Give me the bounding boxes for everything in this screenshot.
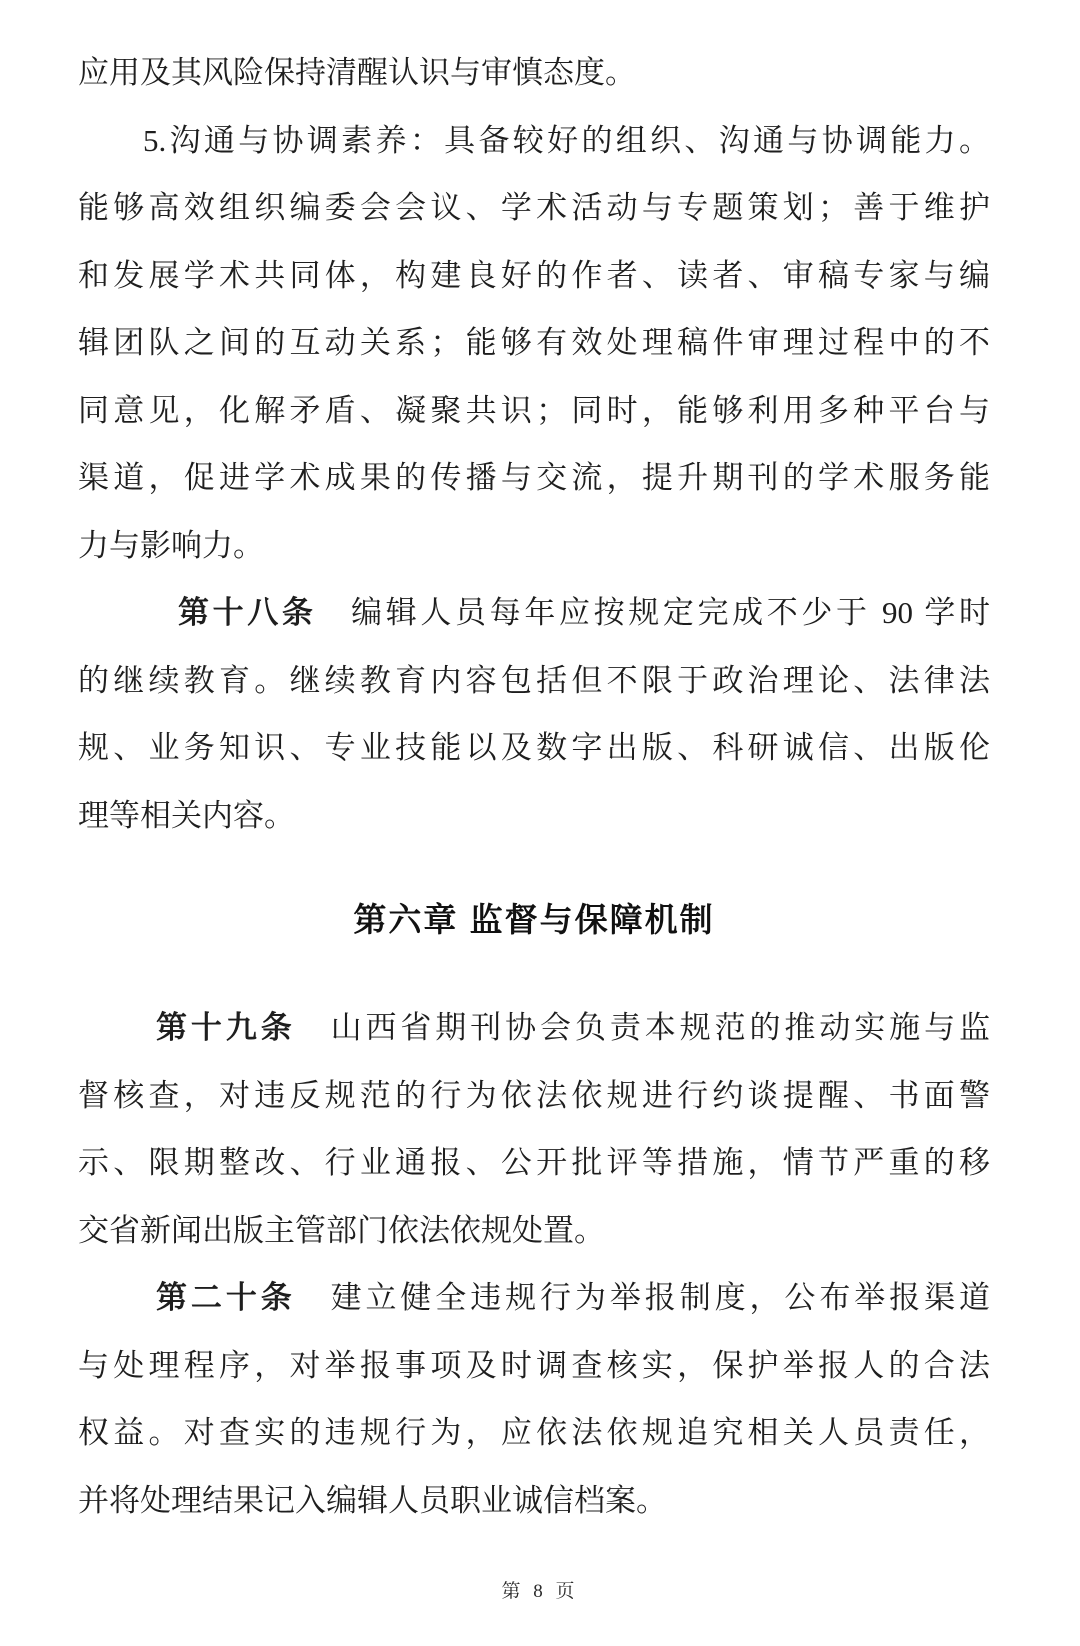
text-line [78, 647, 990, 715]
text-line [78, 782, 990, 850]
text-line [78, 1264, 990, 1332]
line-text: 的继续教育。继续教育内容包括但不限于政治理论、法律法 [78, 662, 990, 698]
text-line [78, 444, 990, 512]
page-content [78, 39, 990, 1534]
text-line [78, 1332, 990, 1400]
article-number: 第十九条 [156, 1010, 296, 1045]
line-text: 权益。对查实的违规行为，应依法依规追究相关人员责任， [78, 1415, 990, 1450]
text-line [78, 174, 990, 242]
text-line [78, 1197, 990, 1265]
line-text: 与处理程序，对举报事项及时调查核实，保护举报人的合法 [78, 1347, 990, 1383]
text-line [78, 1399, 990, 1467]
chapter-heading: 第六章 监督与保障机制 [353, 901, 715, 938]
line-text: 编辑人员每年应按规定完成不少于 90 学时 [316, 595, 991, 630]
line-text: 督核查，对违反规范的行为依法依规进行约谈提醒、书面警 [78, 1077, 990, 1113]
line-text: 渠道，促进学术成果的传播与交流，提升期刊的学术服务能 [78, 460, 990, 495]
text-line [78, 377, 990, 445]
line-text: 建立健全违规行为举报制度，公布举报渠道 [295, 1280, 991, 1315]
text-line [78, 107, 990, 175]
line-text: 山西省期刊协会负责本规范的推动实施与监 [295, 1010, 991, 1045]
line-text: 能够高效组织编委会会议、学术活动与专题策划；善于维护 [78, 190, 990, 225]
line-text: 应用及其风险保持清醒认识与审慎态度。 [78, 55, 636, 90]
line-text: 并将处理结果记入编辑人员职业诚信档案。 [78, 1482, 667, 1518]
line-text: 规、业务知识、专业技能以及数字出版、科研诚信、出版伦 [78, 730, 990, 765]
line-text: 同意见，化解矛盾、凝聚共识；同时，能够利用多种平台与 [78, 392, 990, 428]
text-line [78, 512, 990, 580]
text-line [78, 1062, 990, 1130]
page-number: 第 8 页 [501, 1581, 579, 1602]
text-line [78, 39, 990, 107]
article-number: 第十八条 [178, 595, 317, 630]
text-line [78, 994, 990, 1062]
line-text: 辑团队之间的互动关系；能够有效处理稿件审理过程中的不 [78, 325, 990, 360]
text-line [78, 579, 990, 647]
page-footer [0, 1576, 1080, 1603]
line-text: 5.沟通与协调素养：具备较好的组织、沟通与协调能力。 [143, 122, 990, 158]
line-text: 和发展学术共同体，构建良好的作者、读者、审稿专家与编 [78, 257, 990, 293]
text-line [78, 1129, 990, 1197]
line-text: 力与影响力。 [78, 527, 264, 563]
article-number: 第二十条 [156, 1280, 296, 1315]
line-text: 交省新闻出版主管部门依法依规处置。 [78, 1212, 605, 1248]
text-line [78, 242, 990, 310]
line-text: 理等相关内容。 [78, 797, 295, 833]
line-text: 示、限期整改、行业通报、公开批评等措施，情节严重的移 [78, 1145, 990, 1180]
text-line [78, 1467, 990, 1535]
text-line [78, 714, 990, 782]
text-line [78, 309, 990, 377]
